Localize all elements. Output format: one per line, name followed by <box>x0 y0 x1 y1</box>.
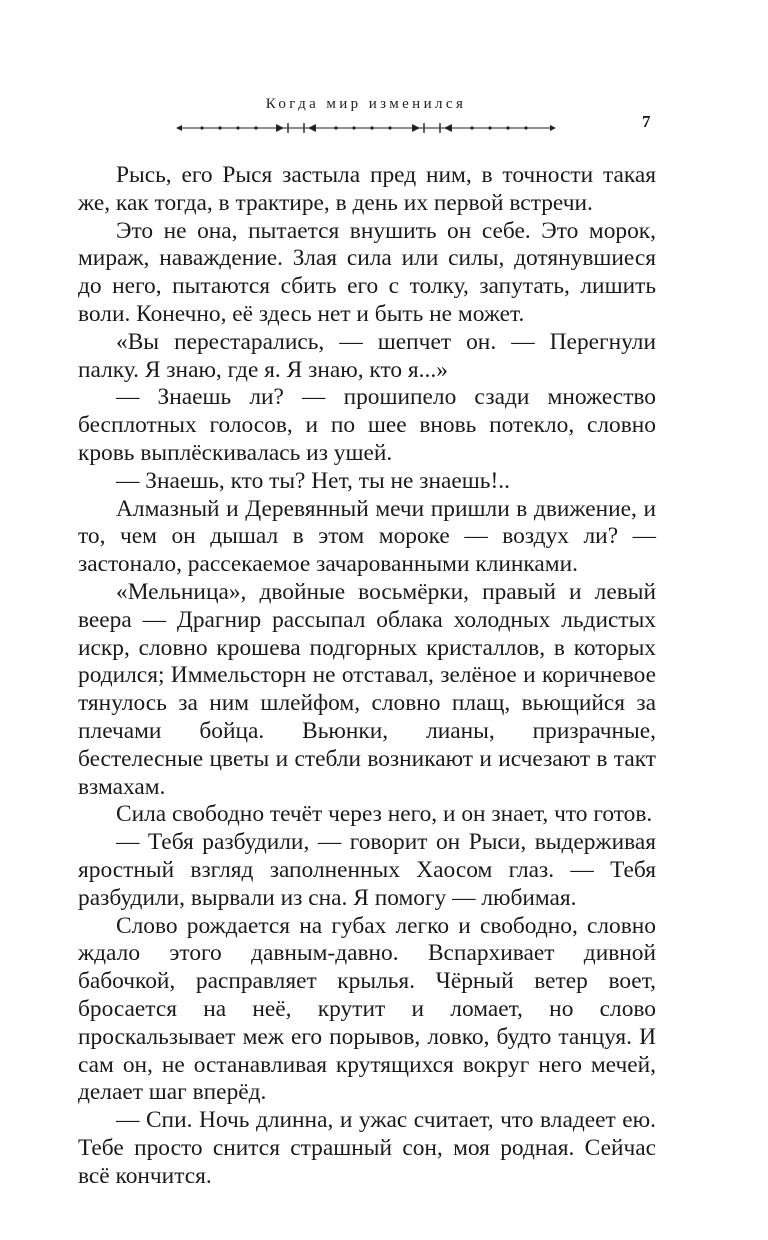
paragraph: — Спи. Ночь длинна, и ужас считает, что владеет ею. Тебе просто снится страшный сон, моя родная. Сейчас всё кончится. <box>78 1107 656 1189</box>
paragraph: Это не она, пытается внушить он себе. Это морок, мираж, наваждение. Злая сила или силы, дотянувшиеся до него, пытаются сбить его с толку, запутать, лишить воли. Конечно, её здесь нет и быть не может. <box>78 217 656 327</box>
paragraph: Слово рождается на губах легко и свободно, словно ждало этого давным-давно. Вспархивает дивной бабочкой, расправляет крылья. Чёрный ветер воет, бросается на неё, крутит и ломает, но слово проскальзывает меж его порывов, ловко, будто танцуя. И сам он, не останавливая крутящихся вокруг него мечей, делает шаг вперёд. <box>78 912 656 1106</box>
paragraph: — Тебя разбудили, — говорит он Рыси, выдерживая яростный взгляд заполненных Хаосом глаз. — Тебя разбудили, вырвали из сна. Я помогу — любимая. <box>78 829 656 911</box>
running-head: Когда мир изменился <box>265 96 467 112</box>
text-block <box>78 162 656 1190</box>
ornament-divider <box>176 120 556 136</box>
paragraph: Сила свободно течёт через него, и он знает, что готов. <box>116 801 653 828</box>
paragraph: — Знаешь ли? — прошипело сзади множество бесплотных голосов, и по шее вновь потекло, словно кровь выплёскивалась из ушей. <box>78 384 656 466</box>
paragraph: Алмазный и Деревянный мечи пришли в движение, и то, чем он дышал в этом мороке — воздух ли? — застонало, рассекаемое зачарованными клинками. <box>78 495 656 578</box>
page-number: 7 <box>642 112 651 131</box>
paragraph: Рысь, его Рыся застыла пред ним, в точности такая же, как тогда, в трактире, в день их первой встречи. <box>78 162 656 216</box>
paragraph: «Вы перестарались, — шепчет он. — Перегнули палку. Я знаю, где я. Я знаю, кто я...» <box>78 328 656 383</box>
paragraph: — Знаешь, кто ты? Нет, ты не знаешь!.. <box>116 467 510 494</box>
paragraph: «Мельница», двойные восьмёрки, правый и левый веера — Драгнир рассыпал облака холодных льдистых искр, словно крошева подгорных кристаллов, в которых родился; Иммельсторн не отставал, зелёное и коричневое тянулось за ним шлейфом, словно плащ, вьющийся за плечами бойца. Вьюнки, лианы, призрачные, бестелесные цветы и стебли возникают и исчезают в такт взмахам. <box>78 578 656 800</box>
